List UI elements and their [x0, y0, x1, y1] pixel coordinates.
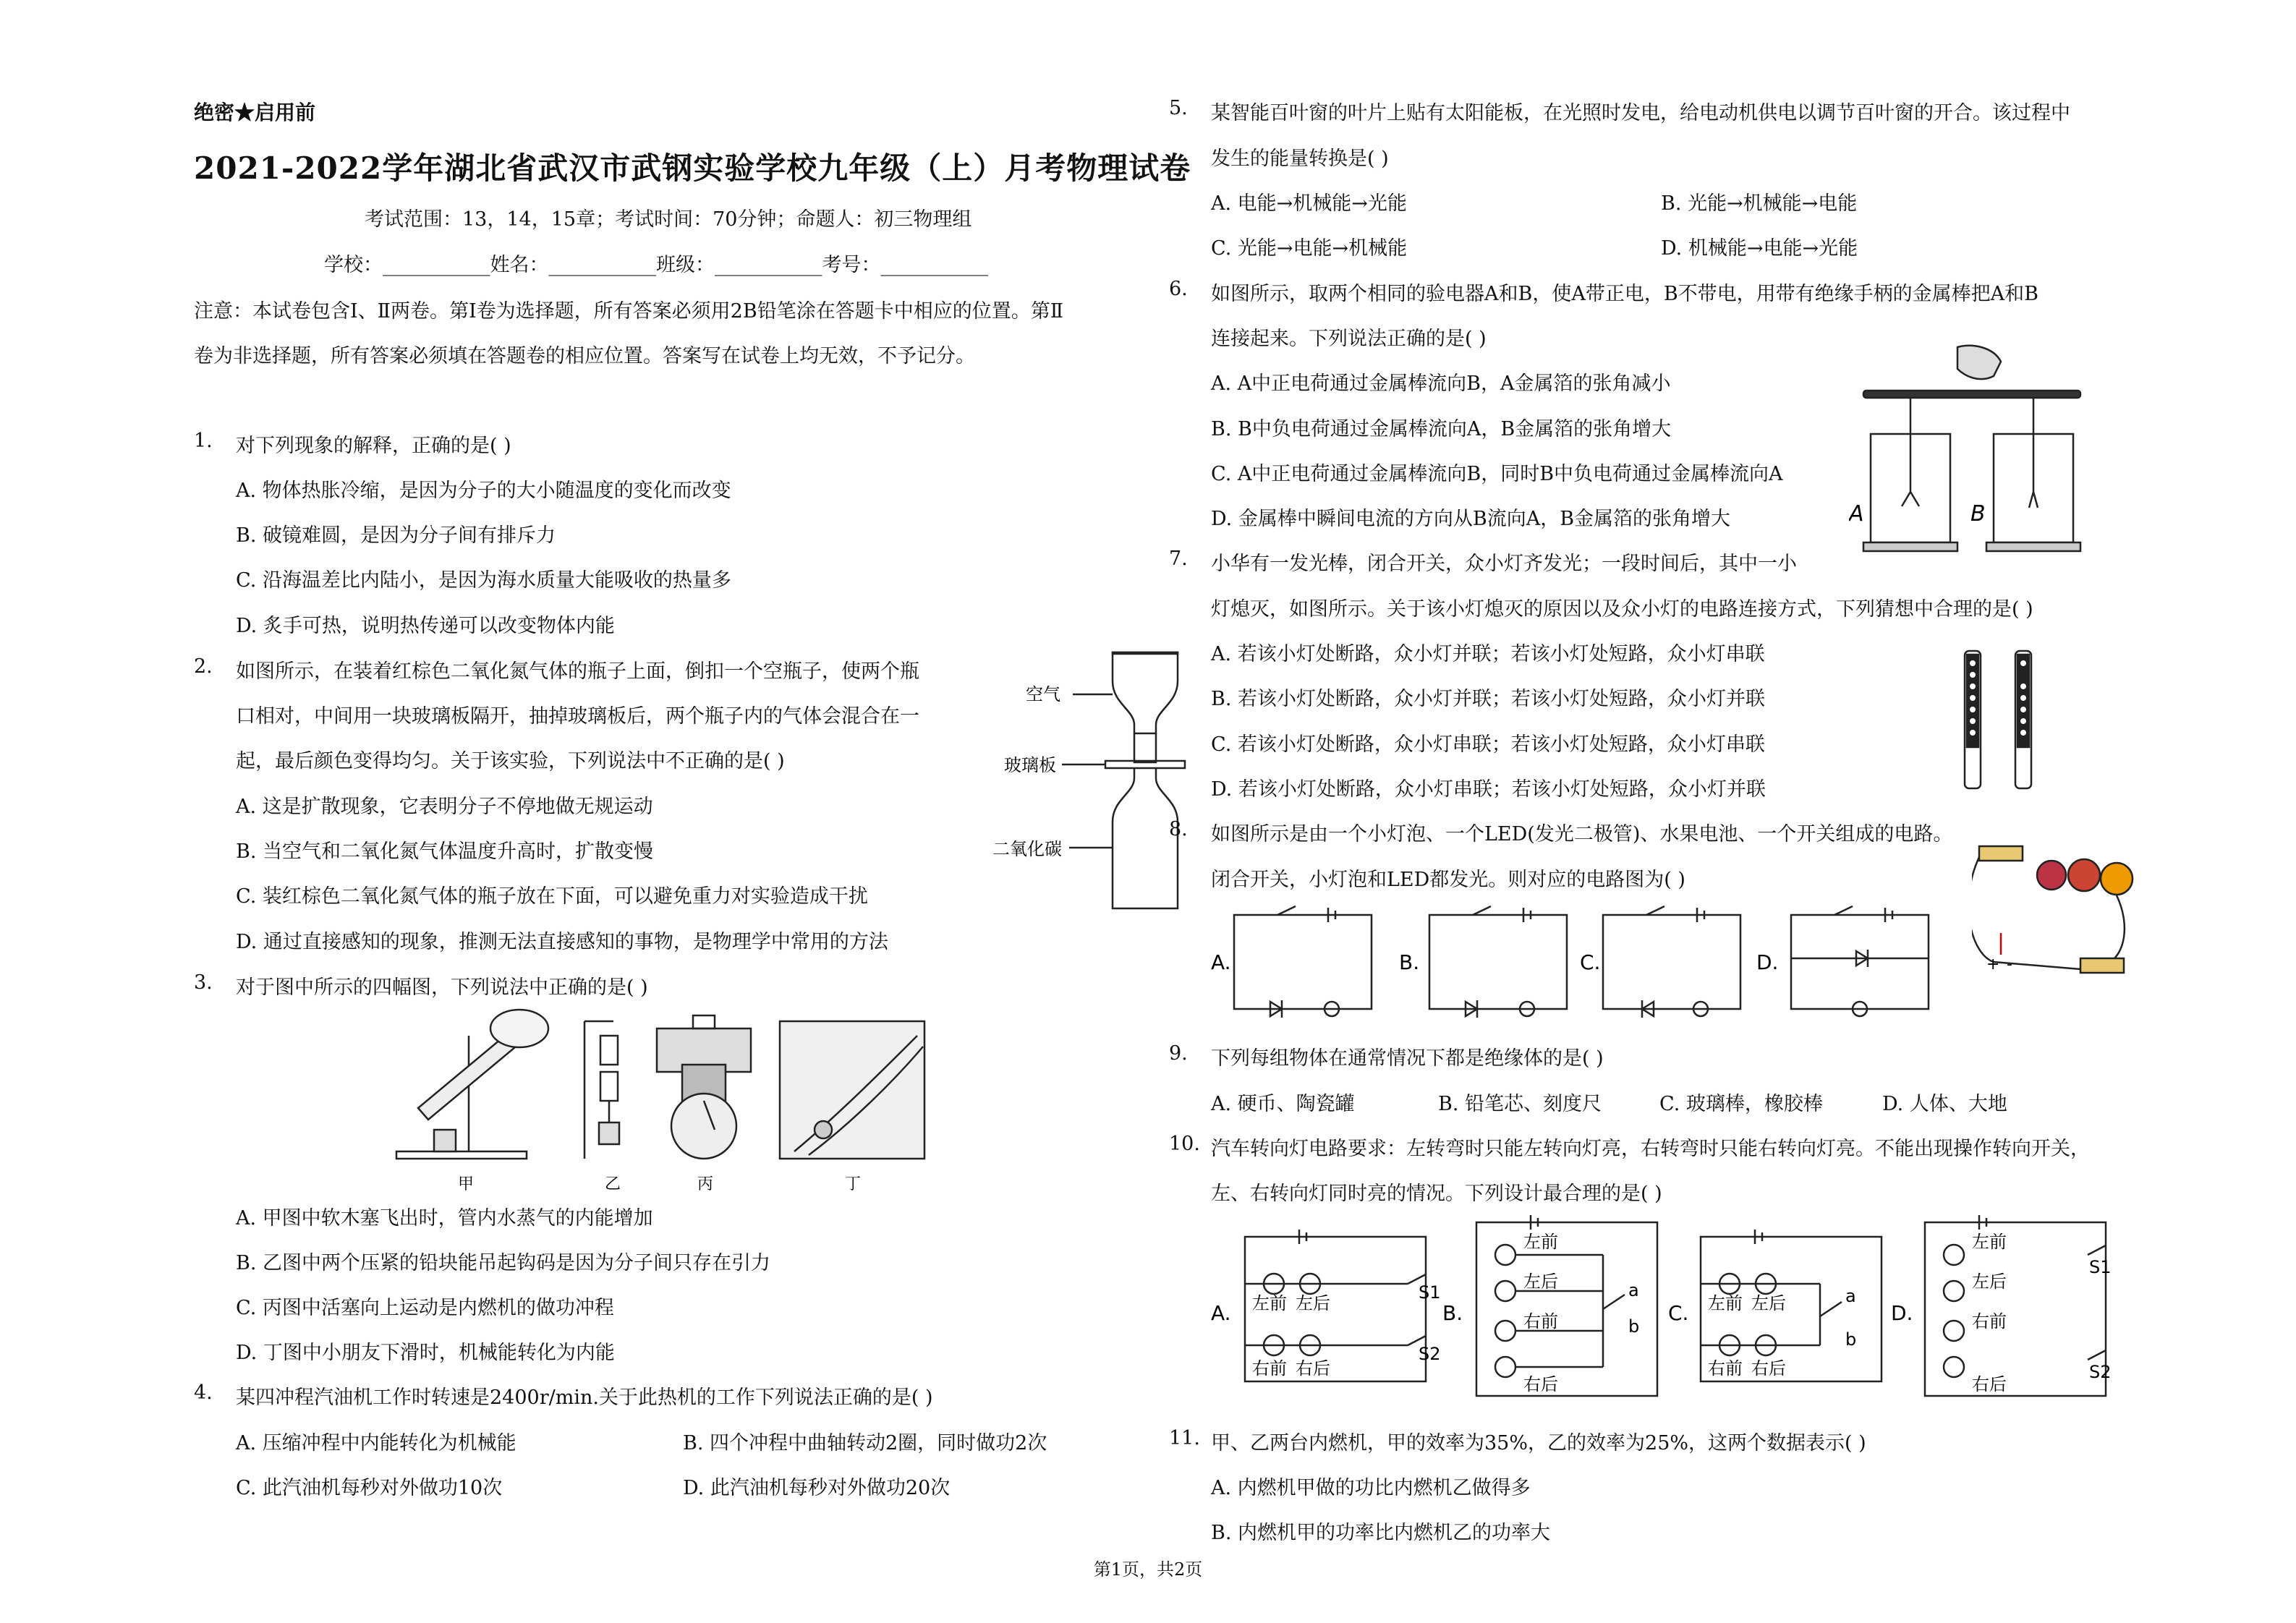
question-stem-line-2: 灯熄灭，如图所示。关于该小灯熄灭的原因以及众小灯的电路连接方式，下列猜想中合理的是( ) [1211, 598, 2033, 621]
option-c: C. 装红棕色二氧化氮气体的瓶子放在下面，可以避免重力对实验造成干扰 [236, 885, 868, 908]
label-bing: 丙 [697, 1175, 714, 1193]
question-stem-line-1: 汽车转向灯电路要求：左转弯时只能左转向灯亮，右转弯时只能右转向灯亮。不能出现操作转向开关， [1211, 1138, 2090, 1160]
question-stem-line-2: 闭合开关，小灯泡和LED都发光。则对应的电路图为( ) [1211, 869, 1685, 891]
secret-label: 绝密★启用前 [194, 101, 316, 124]
picture-bing [657, 1015, 751, 1159]
option-d: D. 金属棒中瞬间电流的方向从B流向A，B金属箔的张角增大 [1211, 508, 1731, 530]
label-minus: - [2007, 955, 2012, 974]
label-electroscope-a: A [1849, 501, 1864, 527]
option-c: C. 若该小灯处断路，众小灯串联；若该小灯处短路，众小灯串联 [1211, 733, 1765, 756]
c-right-front: 右前 [1708, 1358, 1743, 1379]
label-yi: 乙 [605, 1175, 621, 1193]
question-stem-line-1: 某智能百叶窗的叶片上贴有太阳能板，在光照时发电，给电动机供电以调节百叶窗的开合。该过程中 [1211, 102, 2070, 124]
option-b: B. 乙图中两个压紧的铅块能吊起钩码是因为分子间只存在引力 [236, 1252, 771, 1274]
question-stem-line-1: 小华有一发光棒，闭合开关，众小灯齐发光；一段时间后，其中一小 [1211, 553, 1797, 575]
option-b: B. 当空气和二氧化氮气体温度升高时，扩散变慢 [236, 840, 654, 863]
turn-signal-options [1169, 1215, 2124, 1410]
label-option-b: B. [1442, 1301, 1463, 1325]
option-a: A. 物体热胀冷缩，是因为分子的大小随温度的变化而改变 [236, 480, 731, 502]
option-d: D. 炙手可热，说明热传递可以改变物体内能 [236, 615, 615, 637]
option-a: A. 内燃机甲做的功比内燃机乙做得多 [1211, 1477, 1531, 1499]
question-number: 6. [1169, 278, 1188, 300]
label-air: 空气 [1026, 684, 1060, 704]
question-number: 3. [194, 971, 213, 994]
option-d: D. 此汽油机每秒对外做功20次 [683, 1477, 951, 1499]
option-b: B. 光能→机械能→电能 [1661, 192, 1858, 215]
label-option-a: A. [1211, 950, 1231, 974]
option-c: C. 此汽油机每秒对外做功10次 [236, 1477, 503, 1499]
option-c: C. 光能→电能→机械能 [1211, 237, 1408, 260]
option-a: A. 若该小灯处断路，众小灯并联；若该小灯处短路，众小灯串联 [1211, 643, 1765, 665]
diffusion-bottles-figure [961, 644, 1199, 947]
question-number: 1. [194, 430, 213, 452]
option-b: B. 若该小灯处断路，众小灯并联；若该小灯处短路，众小灯并联 [1211, 688, 1766, 710]
c-right-rear: 右后 [1751, 1358, 1786, 1379]
question-stem: 甲、乙两台内燃机，甲的效率为35%，乙的效率为25%，这两个数据表示( ) [1211, 1432, 1866, 1454]
label-gas: 二氧化碳 [992, 839, 1062, 859]
picture-yi [584, 1021, 619, 1159]
electroscope-figure [1849, 340, 2095, 564]
student-fields: 学校：___________姓名：___________班级：___________考号：___________ [324, 254, 988, 276]
question-number: 7. [1169, 548, 1188, 570]
label-option-c: C. [1668, 1301, 1689, 1325]
question-stem-line-2: 口相对，中间用一块玻璃板隔开，抽掉玻璃板后，两个瓶子内的气体会混合在一 [236, 705, 919, 728]
question-stem-line-2: 左、右转向灯同时亮的情况。下列设计最合理的是( ) [1211, 1183, 1662, 1205]
option-d: D. 通过直接感知的现象，推测无法直接感知的事物，是物理学中常用的方法 [236, 931, 888, 953]
label-option-c: C. [1580, 950, 1601, 974]
option-b: B. B中负电荷通过金属棒流向A，B金属箔的张角增大 [1211, 418, 1672, 440]
fruit-battery-figure [1972, 817, 2138, 991]
question-number: 4. [194, 1381, 213, 1404]
option-a: A. 甲图中软木塞飞出时，管内水蒸气的内能增加 [236, 1207, 653, 1230]
option-c: C. 玻璃棒，橡胶棒 [1659, 1093, 1823, 1115]
a-right-front: 右前 [1252, 1358, 1287, 1379]
b-right-rear: 右后 [1523, 1374, 1558, 1394]
led-circuit-options [1169, 900, 1936, 1023]
label-option-d: D. [1891, 1301, 1913, 1325]
option-d: D. 若该小灯处断路，众小灯串联；若该小灯处短路，众小灯并联 [1211, 778, 1766, 801]
option-d: D. 丁图中小朋友下滑时，机械能转化为内能 [236, 1342, 615, 1364]
question-number: 8. [1169, 818, 1188, 840]
question-number: 2. [194, 655, 213, 678]
label-electroscope-b: B [1970, 501, 1986, 527]
option-c: C. 沿海温差比内陆小，是因为海水质量大能吸收的热量多 [236, 569, 731, 592]
option-a: A. 压缩冲程中内能转化为机械能 [236, 1432, 516, 1454]
label-ding: 丁 [845, 1175, 862, 1193]
a-left-rear: 左后 [1296, 1293, 1330, 1313]
b-left-front: 左前 [1523, 1232, 1558, 1252]
b-left-rear: 左后 [1523, 1271, 1558, 1292]
a-left-front: 左前 [1252, 1293, 1287, 1313]
d-left-rear: 左后 [1972, 1271, 2007, 1292]
label-option-d: D. [1756, 950, 1779, 974]
b-switch-b: b [1628, 1316, 1640, 1337]
d-left-front: 左前 [1972, 1232, 2007, 1252]
four-pictures-figure [389, 1007, 1127, 1195]
question-stem-line-1: 如图所示是由一个小灯泡、一个LED(发光二极管)、水果电池、一个开关组成的电路。 [1211, 823, 1953, 845]
picture-ding [780, 1021, 924, 1159]
question-stem-line-3: 起，最后颜色变得均匀。关于该实验，下列说法中不正确的是( ) [236, 750, 785, 772]
page-number: 第1页，共2页 [1093, 1559, 1203, 1580]
option-a: A. 电能→机械能→光能 [1211, 192, 1407, 215]
label-option-a: A. [1211, 1301, 1231, 1325]
question-stem: 对下列现象的解释，正确的是( ) [236, 435, 511, 457]
option-c: C. 丙图中活塞向上运动是内燃机的做功冲程 [236, 1297, 614, 1319]
option-a: A. 这是扩散现象，它表明分子不停地做无规运动 [236, 796, 653, 818]
c-switch-a: a [1845, 1286, 1856, 1306]
b-switch-a: a [1628, 1280, 1639, 1300]
option-d: D. 机械能→电能→光能 [1661, 237, 1858, 260]
option-b: B. 四个冲程中曲轴转动2圈，同时做功2次 [683, 1432, 1047, 1454]
label-plus: + [1986, 955, 2000, 974]
a-switch-s2: S2 [1419, 1344, 1441, 1364]
option-c: C. A中正电荷通过金属棒流向B，同时B中负电荷通过金属棒流向A [1211, 463, 1783, 485]
question-stem-line-1: 如图所示，取两个相同的验电器A和B，使A带正电，B不带电，用带有绝缘手柄的金属棒把A和B [1211, 283, 2039, 305]
option-a: A. 硬币、陶瓷罐 [1211, 1093, 1355, 1115]
c-left-rear: 左后 [1751, 1293, 1786, 1313]
question-number: 11. [1169, 1427, 1200, 1449]
option-b: B. 内燃机甲的功率比内燃机乙的功率大 [1211, 1522, 1551, 1544]
d-right-front: 右前 [1972, 1311, 2007, 1332]
question-stem-line-2: 发生的能量转换是( ) [1211, 148, 1389, 170]
b-right-front: 右前 [1523, 1311, 1558, 1332]
picture-jia [396, 1010, 548, 1159]
a-right-rear: 右后 [1296, 1358, 1330, 1379]
c-left-front: 左前 [1708, 1293, 1743, 1313]
question-stem: 下列每组物体在通常情况下都是绝缘体的是( ) [1211, 1047, 1604, 1070]
d-switch-s1: S1 [2089, 1257, 2112, 1277]
question-number: 9. [1169, 1042, 1188, 1065]
option-a: A. A中正电荷通过金属棒流向B，A金属箔的张角减小 [1211, 372, 1671, 395]
label-glass-plate: 玻璃板 [1004, 755, 1056, 775]
question-stem: 对于图中所示的四幅图，下列说法中正确的是( ) [236, 976, 648, 999]
note-line-1: 注意：本试卷包含Ⅰ、Ⅱ两卷。第Ⅰ卷为选择题，所有答案必须用2B铅笔涂在答题卡中相应的位置。第Ⅱ [194, 300, 1064, 323]
page-title: 2021-2022学年湖北省武汉市武钢实验学校九年级（上）月考物理试卷 [194, 150, 1191, 186]
note-line-2: 卷为非选择题，所有答案必须填在答题卷的相应位置。答案写在试卷上均无效，不予记分。 [194, 345, 975, 367]
option-b: B. 破镜难圆，是因为分子间有排斥力 [236, 524, 556, 547]
label-option-b: B. [1399, 950, 1420, 974]
light-stick-figure [1950, 647, 2051, 799]
question-stem-line-1: 如图所示，在装着红棕色二氧化氮气体的瓶子上面，倒扣一个空瓶子，使两个瓶 [236, 660, 919, 683]
question-stem-line-2: 连接起来。下列说法正确的是( ) [1211, 328, 1487, 350]
d-switch-s2: S2 [2089, 1362, 2112, 1382]
option-d: D. 人体、大地 [1882, 1093, 2007, 1115]
exam-info: 考试范围：13，14，15章；考试时间：70分钟；命题人：初三物理组 [365, 208, 972, 231]
question-number: 10. [1169, 1133, 1200, 1155]
option-b: B. 铅笔芯、刻度尺 [1438, 1093, 1602, 1115]
c-switch-b: b [1845, 1329, 1857, 1350]
d-right-rear: 右后 [1972, 1374, 2007, 1394]
a-switch-s1: S1 [1419, 1282, 1441, 1303]
question-number: 5. [1169, 97, 1188, 119]
question-stem: 某四冲程汽油机工作时转速是2400r/min.关于此热机的工作下列说法正确的是( ) [236, 1386, 933, 1409]
label-jia: 甲 [458, 1175, 475, 1193]
